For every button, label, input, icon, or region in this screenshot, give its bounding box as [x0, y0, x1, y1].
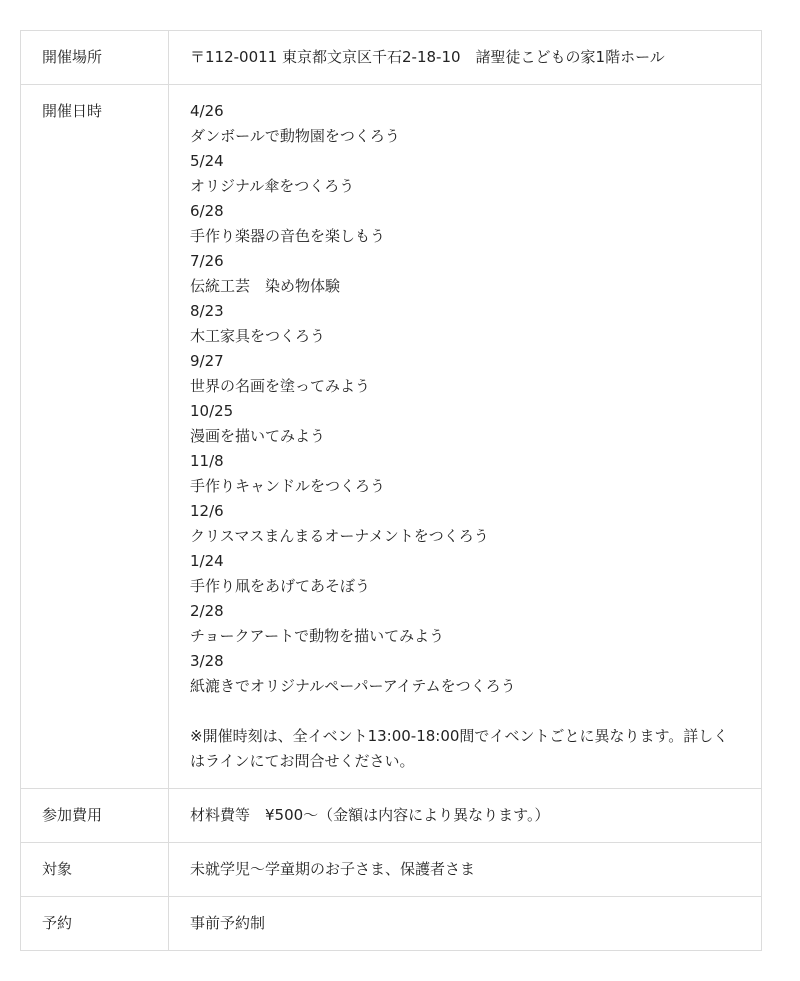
event-title: 紙漉きでオリジナルペーパーアイテムをつくろう [190, 677, 516, 695]
reservation-label: 予約 [21, 897, 169, 951]
reservation-row [21, 897, 762, 951]
event-list [190, 99, 733, 699]
event-date: 7/26 [190, 252, 224, 270]
event-info-table [20, 30, 762, 951]
event-date: 4/26 [190, 102, 224, 120]
event-title: 木工家具をつくろう [190, 327, 326, 345]
event-title: 漫画を描いてみよう [190, 427, 326, 445]
event-title: クリスマスまんまるオーナメントをつくろう [190, 527, 489, 545]
event-date: 1/24 [190, 552, 224, 570]
event-title: 手作り凧をあげてあそぼう [190, 577, 371, 595]
venue-label: 開催場所 [21, 31, 169, 85]
event-date: 9/27 [190, 352, 224, 370]
event-title: 世界の名画を塗ってみよう [190, 377, 371, 395]
event-title: ダンボールで動物園をつくろう [190, 127, 400, 145]
event-date: 6/28 [190, 202, 224, 220]
schedule-label: 開催日時 [21, 85, 169, 789]
event-title: オリジナル傘をつくろう [190, 177, 355, 195]
reservation-value: 事前予約制 [169, 897, 762, 951]
schedule-note: ※開催時刻は、全イベント13:00-18:00間でイベントごとに異なります。詳しくはラインにてお問合せください。 [190, 727, 729, 770]
fee-row [21, 789, 762, 843]
schedule-value [169, 85, 762, 789]
fee-label: 参加費用 [21, 789, 169, 843]
event-date: 11/8 [190, 452, 224, 470]
schedule-row [21, 85, 762, 789]
event-date: 3/28 [190, 652, 224, 670]
fee-value: 材料費等 ¥500〜（金額は内容により異なります。） [169, 789, 762, 843]
venue-value: 〒112-0011 東京都文京区千石2-18-10 諸聖徒こどもの家1階ホール [169, 31, 762, 85]
target-value: 未就学児〜学童期のお子さま、保護者さま [169, 843, 762, 897]
target-label: 対象 [21, 843, 169, 897]
venue-row [21, 31, 762, 85]
event-date: 8/23 [190, 302, 224, 320]
event-date: 2/28 [190, 602, 224, 620]
event-title: 伝統工芸 染め物体験 [190, 277, 341, 295]
event-date: 12/6 [190, 502, 224, 520]
event-date: 10/25 [190, 402, 234, 420]
target-row [21, 843, 762, 897]
event-date: 5/24 [190, 152, 224, 170]
event-title: 手作りキャンドルをつくろう [190, 477, 386, 495]
event-title: チョークアートで動物を描いてみよう [190, 627, 445, 645]
event-title: 手作り楽器の音色を楽しもう [190, 227, 386, 245]
